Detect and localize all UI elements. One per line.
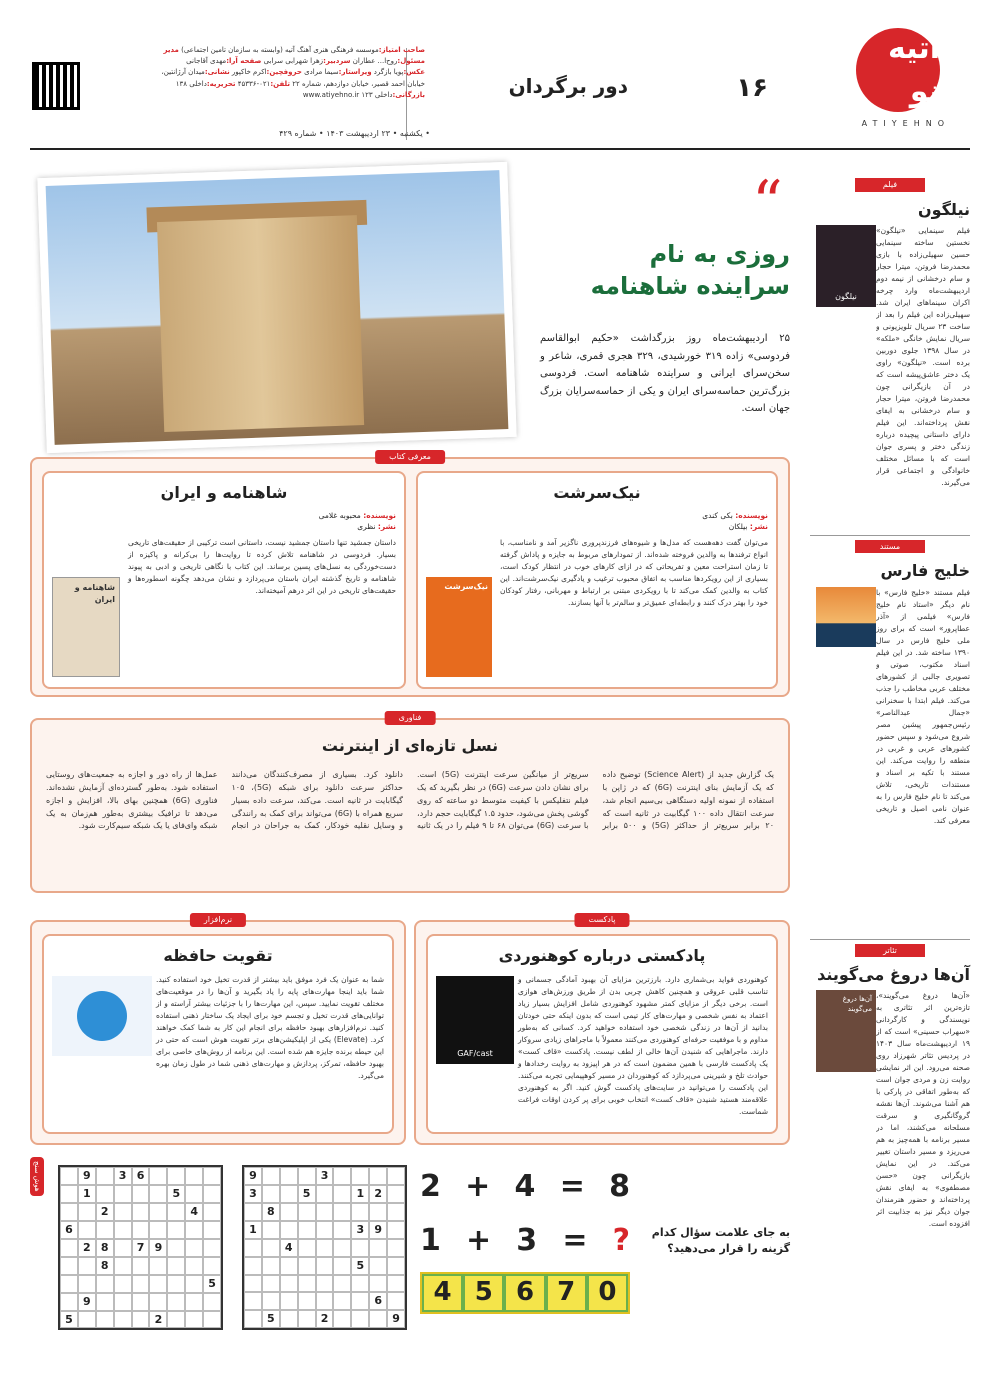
sudoku-cell[interactable] — [298, 1310, 316, 1328]
sudoku-cell[interactable] — [78, 1275, 96, 1293]
film-poster-text: نیلگون — [835, 292, 857, 302]
sudoku-cell[interactable] — [167, 1221, 185, 1239]
equations — [420, 1165, 630, 1314]
sudoku-cell[interactable]: 9 — [149, 1239, 167, 1257]
sudoku-cell[interactable] — [203, 1203, 221, 1221]
equation-symbol: ? — [612, 1222, 630, 1258]
sudoku-cell[interactable] — [316, 1257, 334, 1275]
puzzle-tag: هوش سنج — [30, 1157, 44, 1196]
photo-image — [46, 170, 509, 445]
book1-card — [416, 471, 778, 689]
sudoku-cell[interactable] — [132, 1221, 150, 1239]
sudoku-cell[interactable] — [185, 1167, 203, 1185]
sudoku-cell[interactable] — [369, 1239, 387, 1257]
sudoku-cell[interactable] — [316, 1203, 334, 1221]
sudoku-cell[interactable] — [114, 1311, 132, 1329]
sudoku-cell[interactable] — [369, 1203, 387, 1221]
credit-item: بازرگانی:داخلی ۱۲۳ — [359, 90, 425, 99]
sudoku-cell[interactable] — [298, 1275, 316, 1293]
sudoku-cell[interactable]: 9 — [387, 1310, 405, 1328]
sudoku-cell[interactable]: 5 — [262, 1310, 280, 1328]
sudoku-cell[interactable] — [262, 1275, 280, 1293]
sudoku-cell[interactable] — [185, 1293, 203, 1311]
podcast-title: پادکستی درباره کوهنوردی — [498, 946, 706, 965]
sudoku-cell[interactable] — [316, 1275, 334, 1293]
tower-shape — [157, 215, 364, 432]
sudoku-cell[interactable] — [132, 1185, 150, 1203]
sudoku-cell[interactable]: 6 — [369, 1292, 387, 1310]
doc-title: خلیج فارس — [880, 561, 970, 581]
sudoku-cell[interactable] — [132, 1293, 150, 1311]
sudoku-cell[interactable] — [244, 1292, 262, 1310]
sudoku-cell[interactable]: 5 — [298, 1185, 316, 1203]
sudoku-cell[interactable] — [78, 1311, 96, 1329]
answer-options — [420, 1272, 630, 1314]
sudoku-cell[interactable]: 3 — [114, 1167, 132, 1185]
sudoku-cell[interactable] — [203, 1293, 221, 1311]
theatre-poster-text: آن‌ها دروغ می‌گویند — [842, 995, 872, 1014]
doc-tag: مستند — [855, 540, 925, 554]
book2-card — [42, 471, 406, 689]
software-box — [30, 915, 406, 1145]
sudoku-cell[interactable] — [60, 1185, 78, 1203]
book1-author-label: نویسنده: — [735, 511, 768, 520]
sudoku-cell[interactable] — [280, 1275, 298, 1293]
sudoku-cell[interactable] — [60, 1293, 78, 1311]
sudoku-cell[interactable]: 5 — [203, 1275, 221, 1293]
sudoku-cell[interactable] — [78, 1221, 96, 1239]
equation-symbol: + — [465, 1169, 491, 1204]
sudoku-cell[interactable] — [280, 1257, 298, 1275]
answer-option[interactable]: 4 — [422, 1274, 463, 1312]
credit-label: صاحب امتیاز: — [378, 46, 425, 54]
sudoku-cell[interactable]: 5 — [351, 1257, 369, 1275]
sudoku-cell[interactable] — [369, 1167, 387, 1185]
credit-item: ویراستار:سیما مرادی — [301, 68, 372, 77]
equation-1 — [420, 1165, 630, 1209]
sudoku-cell[interactable] — [387, 1221, 405, 1239]
software-title: تقویت حافظه — [163, 946, 273, 965]
feature-title-line2: سراینده شاهنامه — [590, 272, 790, 301]
sudoku-cell[interactable] — [149, 1221, 167, 1239]
sudoku-cell[interactable]: 2 — [369, 1185, 387, 1203]
sudoku-cell[interactable]: 9 — [369, 1221, 387, 1239]
sudoku-cell[interactable] — [244, 1239, 262, 1257]
book1-publisher: بیلکان — [728, 521, 748, 531]
credit-item: نشانی:میدان آرژانتین، خیابان احمد قصیر، خیابان دوازدهم، شماره ۲۲ — [161, 68, 425, 88]
sudoku-cell[interactable] — [387, 1239, 405, 1257]
film-block — [810, 178, 970, 531]
sudoku-cell[interactable]: 8 — [96, 1257, 114, 1275]
sudoku-cell[interactable]: 3 — [316, 1167, 334, 1185]
sudoku-cell[interactable] — [280, 1167, 298, 1185]
sudoku-cell[interactable]: 6 — [60, 1221, 78, 1239]
sudoku-cell[interactable] — [167, 1311, 185, 1329]
sudoku-cell[interactable] — [185, 1239, 203, 1257]
theatre-title: آن‌ها دروغ می‌گویند — [817, 965, 970, 985]
sudoku-cell[interactable] — [96, 1293, 114, 1311]
doc-body: فیلم مستند «خلیج فارس» با نام دیگر «استاد نام خلیج فارس» فیلمی از «آذر عطاپرور» است که برای روز ملی خلیج فارس در سال ۱۳۹۰ ساخته شد. در این فیلم اسناد مکتوب، صوتی و تصویری جالبی از کشورهای مختلف عربی مخاطب را جذب می‌کند. فیلم ابتدا با سخنرانی «جمال عبدالناصر» رئیس‌جمهور پیشین مصر شروع می‌شود و سپس حضور کشورهای عربی و غربی در منطقه را روایت می‌کند. این مستند با تکیه بر اسناد و مستندات تاریخی، تلاش می‌کند تا نام خلیج فارس را به عنوان نامی اصیل و تاریخی معرفی کند. — [876, 587, 970, 825]
credit-item: مدیر مسئول:روح‌ا... عطاران — [163, 46, 425, 66]
sudoku-cell[interactable] — [333, 1310, 351, 1328]
puzzle-question: به جای علامت سؤال کدام گزینه را قرار می‌دهید؟ — [651, 1226, 790, 1255]
sudoku-cell[interactable] — [262, 1167, 280, 1185]
sidebar-divider — [810, 535, 970, 536]
sudoku-cell[interactable] — [114, 1293, 132, 1311]
sudoku-cell[interactable] — [96, 1167, 114, 1185]
sudoku-cell[interactable] — [369, 1310, 387, 1328]
sudoku-cell[interactable] — [203, 1311, 221, 1329]
sudoku-cell[interactable] — [132, 1203, 150, 1221]
credits-block — [160, 45, 425, 101]
sudoku-cell[interactable] — [78, 1257, 96, 1275]
film-title: نیلگون — [917, 199, 970, 219]
book2-title: شاهنامه و ایران — [160, 483, 288, 502]
sudoku-cell[interactable] — [132, 1257, 150, 1275]
sudoku-cell[interactable] — [387, 1203, 405, 1221]
sudoku-cell[interactable] — [333, 1167, 351, 1185]
sudoku-cell[interactable] — [132, 1311, 150, 1329]
credit-label: تلفن: — [270, 79, 290, 88]
sudoku-cell[interactable] — [262, 1221, 280, 1239]
logo-latin: ATIYEHNO — [861, 119, 950, 128]
book1-body: می‌توان گفت دهه‌هست که مدل‌ها و شیوه‌های فرزندپروری ناگزیر آمد و نامناسب، با انواع ترفندها به والدین فروخته شده‌اند. از تمودارهای مربوط به جایزه و پاداش گرفته تا زمان استراحت معین و تفریحاتی که در ازای کارهای خوب در انتظار کودک است، بسیاری از این رویکردها مناسب به اتفاق محبوب ترغیب و یادگیری نیک‌سرشت‌اند. این کتاب به والدین کمک می‌کند تا با رویکردی مبتنی بر ارتباط و مهربانی، رفتار کودکان خود را بهتر درک کنند و رابطه‌ای عمیق‌تر و سالم‌تر با آنها بسازند. — [500, 538, 768, 607]
sudoku-cell[interactable] — [149, 1203, 167, 1221]
credit-label: عکس: — [403, 68, 425, 77]
sudoku-cell[interactable] — [167, 1293, 185, 1311]
sudoku-grid-1 — [242, 1165, 407, 1330]
doc-block — [810, 540, 970, 935]
sudoku-cell[interactable] — [114, 1221, 132, 1239]
sudoku-cell[interactable] — [316, 1221, 334, 1239]
sudoku-cell[interactable] — [149, 1167, 167, 1185]
feature-title — [560, 238, 790, 303]
theatre-tag: تئاتر — [855, 944, 925, 958]
book1-title: نیک‌سرشت — [553, 483, 641, 502]
sudoku-cell[interactable] — [387, 1257, 405, 1275]
sudoku-cell[interactable] — [185, 1257, 203, 1275]
sudoku-cell[interactable] — [333, 1292, 351, 1310]
credit-item: تحریریه:داخلی ۱۳۸ — [175, 79, 236, 88]
software-card — [42, 934, 394, 1134]
credit-item: www.atiyehno.ir — [302, 90, 360, 99]
sudoku-cell[interactable] — [333, 1203, 351, 1221]
sudoku-cell[interactable] — [333, 1221, 351, 1239]
theatre-poster — [816, 990, 876, 1072]
sudoku-cell[interactable] — [149, 1275, 167, 1293]
sudoku-cell[interactable] — [351, 1203, 369, 1221]
book2-meta — [319, 511, 396, 533]
sudoku-cell[interactable] — [333, 1275, 351, 1293]
film-poster — [816, 225, 876, 307]
sudoku-cell[interactable]: 2 — [78, 1239, 96, 1257]
book2-publisher-label: نشر: — [377, 521, 396, 531]
sudoku-cell[interactable] — [203, 1239, 221, 1257]
sudoku-cell[interactable] — [262, 1239, 280, 1257]
sudoku-cell[interactable] — [369, 1275, 387, 1293]
credit-item: صفحه آرا:مهدی آقاجانی — [186, 57, 262, 66]
feature-body: ۲۵ اردیبهشت‌ماه روز بزرگداشت «حکیم ابوالقاسم فردوسی» زاده ۳۱۹ خورشیدی، ۳۲۹ هجری قمری، شاعر و سخن‌سرای ایرانی و سراینده شاهنامه است. فردوسی بزرگ‌ترین حماسه‌سرای ایران و یکی از حماسه‌سرایان بزرگ جهان است. — [540, 333, 790, 414]
sudoku-cell[interactable] — [316, 1239, 334, 1257]
sudoku-cell[interactable] — [387, 1185, 405, 1203]
answer-option[interactable]: 7 — [546, 1274, 587, 1312]
sudoku-cell[interactable] — [351, 1239, 369, 1257]
credit-label: بازرگانی: — [392, 90, 425, 99]
sudoku-cell[interactable] — [244, 1310, 262, 1328]
sudoku-cell[interactable] — [185, 1221, 203, 1239]
sudoku-cell[interactable] — [298, 1292, 316, 1310]
sudoku-cell[interactable] — [96, 1185, 114, 1203]
sudoku-cell[interactable] — [114, 1203, 132, 1221]
film-tag: فیلم — [855, 178, 925, 192]
credit-label: ویراستار: — [338, 68, 372, 77]
sudoku-cell[interactable] — [96, 1311, 114, 1329]
sudoku-cell[interactable] — [60, 1167, 78, 1185]
sudoku-cell[interactable] — [351, 1310, 369, 1328]
sudoku-cell[interactable] — [244, 1203, 262, 1221]
tech-body: یک گزارش جدید از (Science Alert) توضیح داده که یک آزمایش بنای اینترنت (6G) که در ژاپن با استفاده از نمونه اولیه دستگاهی بی‌سیم انجام شد، سرعت انتقال داده ۱۰۰ گیگابیت در ثانیه است که ۲۰ برابر سریع‌تر از حداکثر (5G) و ۵۰۰ برابر سریع‌تر از میانگین سرعت اینترنت (5G) است. برای نشان دادن سرعت (6G) در نظر بگیرید که یک فیلم نتفلیکس با کیفیت متوسط دو ساعته که روی گوشی پخش می‌شود، حدود ۱.۵ گیگابایت حجم دارد، با سرعت (6G) می‌توان ۶۸ تا ۹ فیلم را در یک ثانیه دانلود کرد. بسیاری از مصرف‌کنندگان می‌دانند حداکثر سرعت دانلود برای شبکه (5G)، ۱۰۵ گیگابایت در ثانیه است. می‌کند، سرعت داده بسیار سریع همراه با (6G) می‌تواند برای کمک به رانندگی و وسایل نقلیه خودکار، کمک به جراحان در انجام عمل‌ها از راه دور و اجازه به جمعیت‌های روستایی استفاده شود. به‌طور گسترده‌ای آزمایش نشده‌اند. فناوری (6G) همچنین بهای بالا، افزایش و اجازه می‌دهد تا ترافیک بیشتری به‌طور هم‌زمان به یک شبکه وای‌فای یا یک شبکه سیم‌کارت شود. — [46, 770, 775, 831]
date-line: • یکشنبه • ۲۳ اردیبهشت ۱۴۰۳ • شماره ۴۲۹ — [279, 129, 430, 138]
sudoku-cell[interactable] — [298, 1167, 316, 1185]
answer-option[interactable]: 0 — [587, 1274, 628, 1312]
sudoku-cell[interactable] — [387, 1275, 405, 1293]
sudoku-cell[interactable] — [167, 1167, 185, 1185]
sudoku-cell[interactable] — [185, 1311, 203, 1329]
book2-author-label: نویسنده: — [363, 511, 396, 520]
equation-symbol: = — [559, 1169, 585, 1204]
equation-symbol: 3 — [516, 1222, 538, 1258]
film-body: فیلم سینمایی «نیلگون» نخستین ساخته سینمایی حسین سهیلی‌زاده با بازی محمدرضا فروتن، میترا حجار و سام درخشانی از نیمه دوم اردیبهشت‌ماه وارد چرخه اکران سینماهای ایران شد. سهیلی‌زاده این فیلم را بعد از ساخت ۲۳ سریال تلویزیونی و سریال نمایش خانگی «ملکه» در سال ۱۳۹۸ جلوی دوربین برده است. «نیلگون» راوی یک دختر عاشق‌پیشه است که در آن بازیگرانی چون محمدرضا فروتن، میترا حجار و سام درخشانی به ایفای نقش پرداخته‌اند. این فیلم دارای داستانی پیچیده درباره زندگی دختر و پسری جوان است که با مسائل مختلف خانوادگی و اجتماعی قرار می‌گیرند. — [876, 225, 970, 487]
software-tag: نرم‌افزار — [190, 913, 246, 927]
podcast-tag: پادکست — [574, 913, 629, 927]
sudoku-cell[interactable]: 1 — [244, 1221, 262, 1239]
sudoku-cell[interactable] — [351, 1275, 369, 1293]
sudoku-cell[interactable]: 1 — [78, 1185, 96, 1203]
sudoku-cell[interactable] — [167, 1239, 185, 1257]
sudoku-cell[interactable] — [203, 1167, 221, 1185]
sudoku-cell[interactable] — [114, 1185, 132, 1203]
sudoku-cell[interactable] — [167, 1275, 185, 1293]
equation-symbol: 1 — [420, 1222, 441, 1258]
tomb-photo — [37, 162, 516, 453]
section-name: دور برگردان — [508, 74, 628, 98]
software-body: شما به عنوان یک فرد موفق باید بیشتر از قدرت تخیل خود استفاده کنید. شما باید اینجا مهارت‌های پایه را یاد بگیرید و آن‌ها را در موقعیت‌های مختلف تقویت نمایید. سپس، این مهارت‌ها را با جزئیات بیشتر آراسته و از توانایی‌های قدرت تخیل و تجسم خود برای ایجاد یک ساختار ذهنی استفاده کنید. نرم‌افزارهای بهبود حافظه برای انجام این کار به شما کمک خواهند کرد. (Elevate) یکی از اپلیکیشن‌های برتر تقویت هوش است که حتی در این حیطه برنده جایزه هم شده است. این برنامه از روش‌های خاصی برای بهبود حافظه، تمرکز، پردازش و مهارت‌های ذهنی شما در طول زمان بهره می‌گیرد. — [156, 975, 384, 1080]
sudoku-cell[interactable] — [333, 1257, 351, 1275]
podcast-card — [426, 934, 778, 1134]
book2-cover-text: شاهنامه و ایران — [74, 583, 115, 604]
sidebar-divider-2 — [810, 939, 970, 940]
sudoku-cell[interactable] — [114, 1257, 132, 1275]
answer-option[interactable]: 5 — [463, 1274, 504, 1312]
sudoku-cell[interactable] — [262, 1185, 280, 1203]
sudoku-cell[interactable] — [132, 1275, 150, 1293]
sudoku-cell[interactable] — [262, 1257, 280, 1275]
answer-option[interactable]: 6 — [504, 1274, 545, 1312]
sudoku-cell[interactable]: 6 — [132, 1167, 150, 1185]
sudoku-cell[interactable] — [387, 1292, 405, 1310]
sudoku-cell[interactable]: 3 — [351, 1221, 369, 1239]
sudoku-cell[interactable] — [185, 1185, 203, 1203]
sudoku-cell[interactable]: 2 — [316, 1310, 334, 1328]
sudoku-cell[interactable] — [167, 1203, 185, 1221]
sudoku-cell[interactable]: 7 — [132, 1239, 150, 1257]
sudoku-cell[interactable] — [333, 1239, 351, 1257]
equation-2 — [420, 1219, 630, 1263]
tech-box — [30, 713, 790, 893]
equation-symbol: 8 — [609, 1169, 630, 1204]
sudoku-cell[interactable] — [244, 1257, 262, 1275]
theatre-body: «آن‌ها دروغ می‌گویند»، تازه‌ترین اثر تئاتری به نویسندگی و کارگردانی «سهراب حسینی» است که از ۱۹ اردیبهشت‌ماه سال ۱۴۰۳ در پردیس تئاتر شهرزاد روی صحنه می‌رود. این اثر نمایشی روایت زن و مردی جوان است که به‌طور اتفاقی در پارکی با هم آشنا می‌شوند. آن‌ها نقشه گروگانگیری و سرقت مسلحانه می‌کشند، اما در مسیر برنامه با همه‌چیز به هم می‌ریزد و مسیر داستان تغییر می‌کند. در این نمایش بازیگرانی چون «حسن مصطفوی» به ایفای نقش پرداخته‌اند و حضور هنرمندان جوان دیگر نیز به جذابیت اثر افزوده است. — [876, 991, 970, 1229]
sudoku-cell[interactable]: 5 — [60, 1311, 78, 1329]
credit-label: صفحه آرا: — [226, 57, 262, 66]
sudoku-cell[interactable] — [149, 1185, 167, 1203]
page-number: ۱۶ — [736, 73, 768, 103]
credit-item: حروفچین:اکرم خاکپور — [229, 68, 302, 77]
sudoku-cell[interactable] — [60, 1275, 78, 1293]
credit-label: تحریریه: — [206, 79, 236, 88]
credit-label: نشانی: — [204, 68, 230, 77]
book1-publisher-label: نشر: — [749, 521, 768, 531]
equation-symbol: 4 — [514, 1169, 536, 1204]
sudoku-cell[interactable] — [298, 1221, 316, 1239]
masthead-logo — [840, 28, 960, 138]
sudoku-cell[interactable] — [60, 1203, 78, 1221]
sudoku-cell[interactable]: 3 — [244, 1185, 262, 1203]
sudoku-cell[interactable]: 9 — [244, 1167, 262, 1185]
podcast-body: کوهنوردی فواید بی‌شماری دارد. بارزترین مزایای آن بهبود آمادگی جسمانی و تناسب قلبی عروقی و همچنین کاهش چربی بدن از طریق ورزش‌های هوازی است. برخی دیگر از مزایای کمتر مشهود کوهنوردی شامل افزایش بسیار زیاد اعتماد به نفس شخصی و مهارت‌های کار تیمی است که بدون اینکه حتی خودتان بدانید از آن‌ها در زندگی شخصی خود استفاده خواهید کرد. کسانی که به‌طور مداوم و با موفقیت حرفه‌ای کوهنوردی می‌کنند معمولاً با ماجراهای زیادی سروکار دارند. ماجراهایی که شنیدن آن‌ها خالی از لطف نیست. پادکست «قاف کست» یک پادکست فارسی با همین مضمون است که در هر اپیزود به روایت رخدادها و حوادث تلخ و شیرینی می‌پردازد که کوهنوردان در مسیر کوهپیمایی تجربه می‌کنند. این پادکست را می‌توانید در سایت‌های پادکست گوش کنید. اگر به کوهنوردی علاقه‌مند هستید شنیدن «قاف کست» انتخاب خوبی برای پر کردن اوقات فراغت شماست. — [518, 975, 768, 1116]
sudoku-cell[interactable]: 8 — [262, 1203, 280, 1221]
sudoku-cell[interactable]: 1 — [351, 1185, 369, 1203]
credit-label: مدیر مسئول: — [163, 46, 425, 66]
podcast-logo-text: GAF/cast — [457, 1049, 493, 1059]
sidebar — [810, 178, 970, 1290]
book2-author: محبوبه غلامی — [318, 511, 361, 520]
sudoku-cell[interactable]: 5 — [167, 1185, 185, 1203]
sudoku-cell[interactable] — [203, 1221, 221, 1239]
sudoku-cell[interactable] — [316, 1292, 334, 1310]
book2-publisher: نظری — [357, 521, 376, 531]
quote-mark-icon: “ — [752, 168, 783, 238]
sudoku-cell[interactable] — [60, 1257, 78, 1275]
equation-symbol: 2 — [420, 1169, 441, 1204]
book1-author: بکی کندی — [702, 511, 733, 520]
podcast-box — [414, 915, 790, 1145]
book1-meta — [702, 511, 768, 533]
sudoku-cell[interactable] — [298, 1257, 316, 1275]
sudoku-cell[interactable] — [114, 1275, 132, 1293]
sudoku-cell[interactable] — [185, 1275, 203, 1293]
sudoku-cell[interactable] — [149, 1257, 167, 1275]
equation-symbol: = — [562, 1222, 588, 1258]
sudoku-cell[interactable] — [387, 1167, 405, 1185]
equation-symbol: + — [466, 1222, 492, 1258]
sudoku-cell[interactable]: 8 — [96, 1239, 114, 1257]
sudoku-cell[interactable] — [96, 1221, 114, 1239]
sudoku-cell[interactable] — [369, 1257, 387, 1275]
sudoku-grid-2 — [58, 1165, 223, 1330]
sudoku-cell[interactable]: 2 — [149, 1311, 167, 1329]
sudoku-cell[interactable] — [262, 1292, 280, 1310]
qr-code-icon[interactable] — [32, 62, 80, 110]
sudoku-cell[interactable] — [280, 1185, 298, 1203]
sudoku-cell[interactable]: 9 — [78, 1167, 96, 1185]
sudoku-cell[interactable] — [351, 1292, 369, 1310]
sudoku-cell[interactable] — [298, 1239, 316, 1257]
theatre-block — [810, 944, 970, 1291]
sudoku-cell[interactable] — [167, 1257, 185, 1275]
sudoku-cell[interactable] — [149, 1293, 167, 1311]
sudoku-cell[interactable] — [298, 1203, 316, 1221]
books-box — [30, 452, 790, 697]
tech-tag: فناوری — [385, 711, 436, 725]
sudoku-cell[interactable]: 4 — [280, 1239, 298, 1257]
sudoku-cell[interactable] — [280, 1203, 298, 1221]
books-tag: معرفی کتاب — [375, 450, 445, 464]
sudoku-cell[interactable] — [60, 1239, 78, 1257]
sudoku-cell[interactable] — [96, 1275, 114, 1293]
sudoku-cell[interactable] — [280, 1221, 298, 1239]
credit-item: تلفن:۰۲۱-۴۵۳۳۶ — [235, 79, 290, 88]
credit-item: عکس:پویا بازگرد — [371, 68, 425, 77]
sudoku-cell[interactable] — [333, 1185, 351, 1203]
sudoku-cell[interactable] — [203, 1257, 221, 1275]
sudoku-cell[interactable] — [316, 1185, 334, 1203]
doc-poster — [816, 587, 876, 647]
book2-body: داستان جمشید تنها داستان جمشید نیست، داستانی است ترکیبی از حقیقت‌های تاریخی بسیار. فردوسی در شاهنامه تلاش کرده تا روایت‌ها را بی‌کرانه و پاکیزه از دست‌خوردگی به نسل‌های پسین برساند. این کتاب با نگاهی تاریخی و ادبی به پیوند شاهنامه و تاریخ گذشته ایران باستان می‌پردازد و نشان می‌دهد چگونه اسطوره‌ها و حقیقت‌های تاریخی در این اثر درهم آمیخته‌اند. — [128, 538, 396, 595]
credit-label: حروفچین: — [266, 68, 302, 77]
tech-title: نسل تازه‌ای از اینترنت — [321, 736, 499, 755]
sudoku-cell[interactable]: 4 — [185, 1203, 203, 1221]
puzzle-area — [30, 1155, 790, 1355]
credit-label: سردبیر: — [323, 57, 351, 66]
sudoku-cell[interactable] — [78, 1203, 96, 1221]
sudoku-cell[interactable] — [114, 1239, 132, 1257]
sudoku-cell[interactable] — [244, 1275, 262, 1293]
sudoku-cell[interactable]: 2 — [96, 1203, 114, 1221]
top-rule — [30, 148, 970, 150]
sudoku-cell[interactable] — [203, 1185, 221, 1203]
sudoku-cell[interactable] — [280, 1310, 298, 1328]
sudoku-cell[interactable]: 9 — [78, 1293, 96, 1311]
book1-cover-text: نیک‌سرشت — [444, 582, 488, 591]
feature-title-line1: روزی به نام — [649, 240, 790, 268]
credit-item: سردبیر:زهرا شهرابی سرابی — [261, 57, 351, 66]
logo-mark: آتیه نو — [856, 28, 940, 112]
sudoku-cell[interactable] — [280, 1292, 298, 1310]
sudoku-cell[interactable] — [351, 1167, 369, 1185]
credit-item: صاحب امتیاز:موسسه فرهنگی هنری آهنگ آتیه (وابسته به سازمان تامین اجتماعی) — [178, 46, 425, 54]
